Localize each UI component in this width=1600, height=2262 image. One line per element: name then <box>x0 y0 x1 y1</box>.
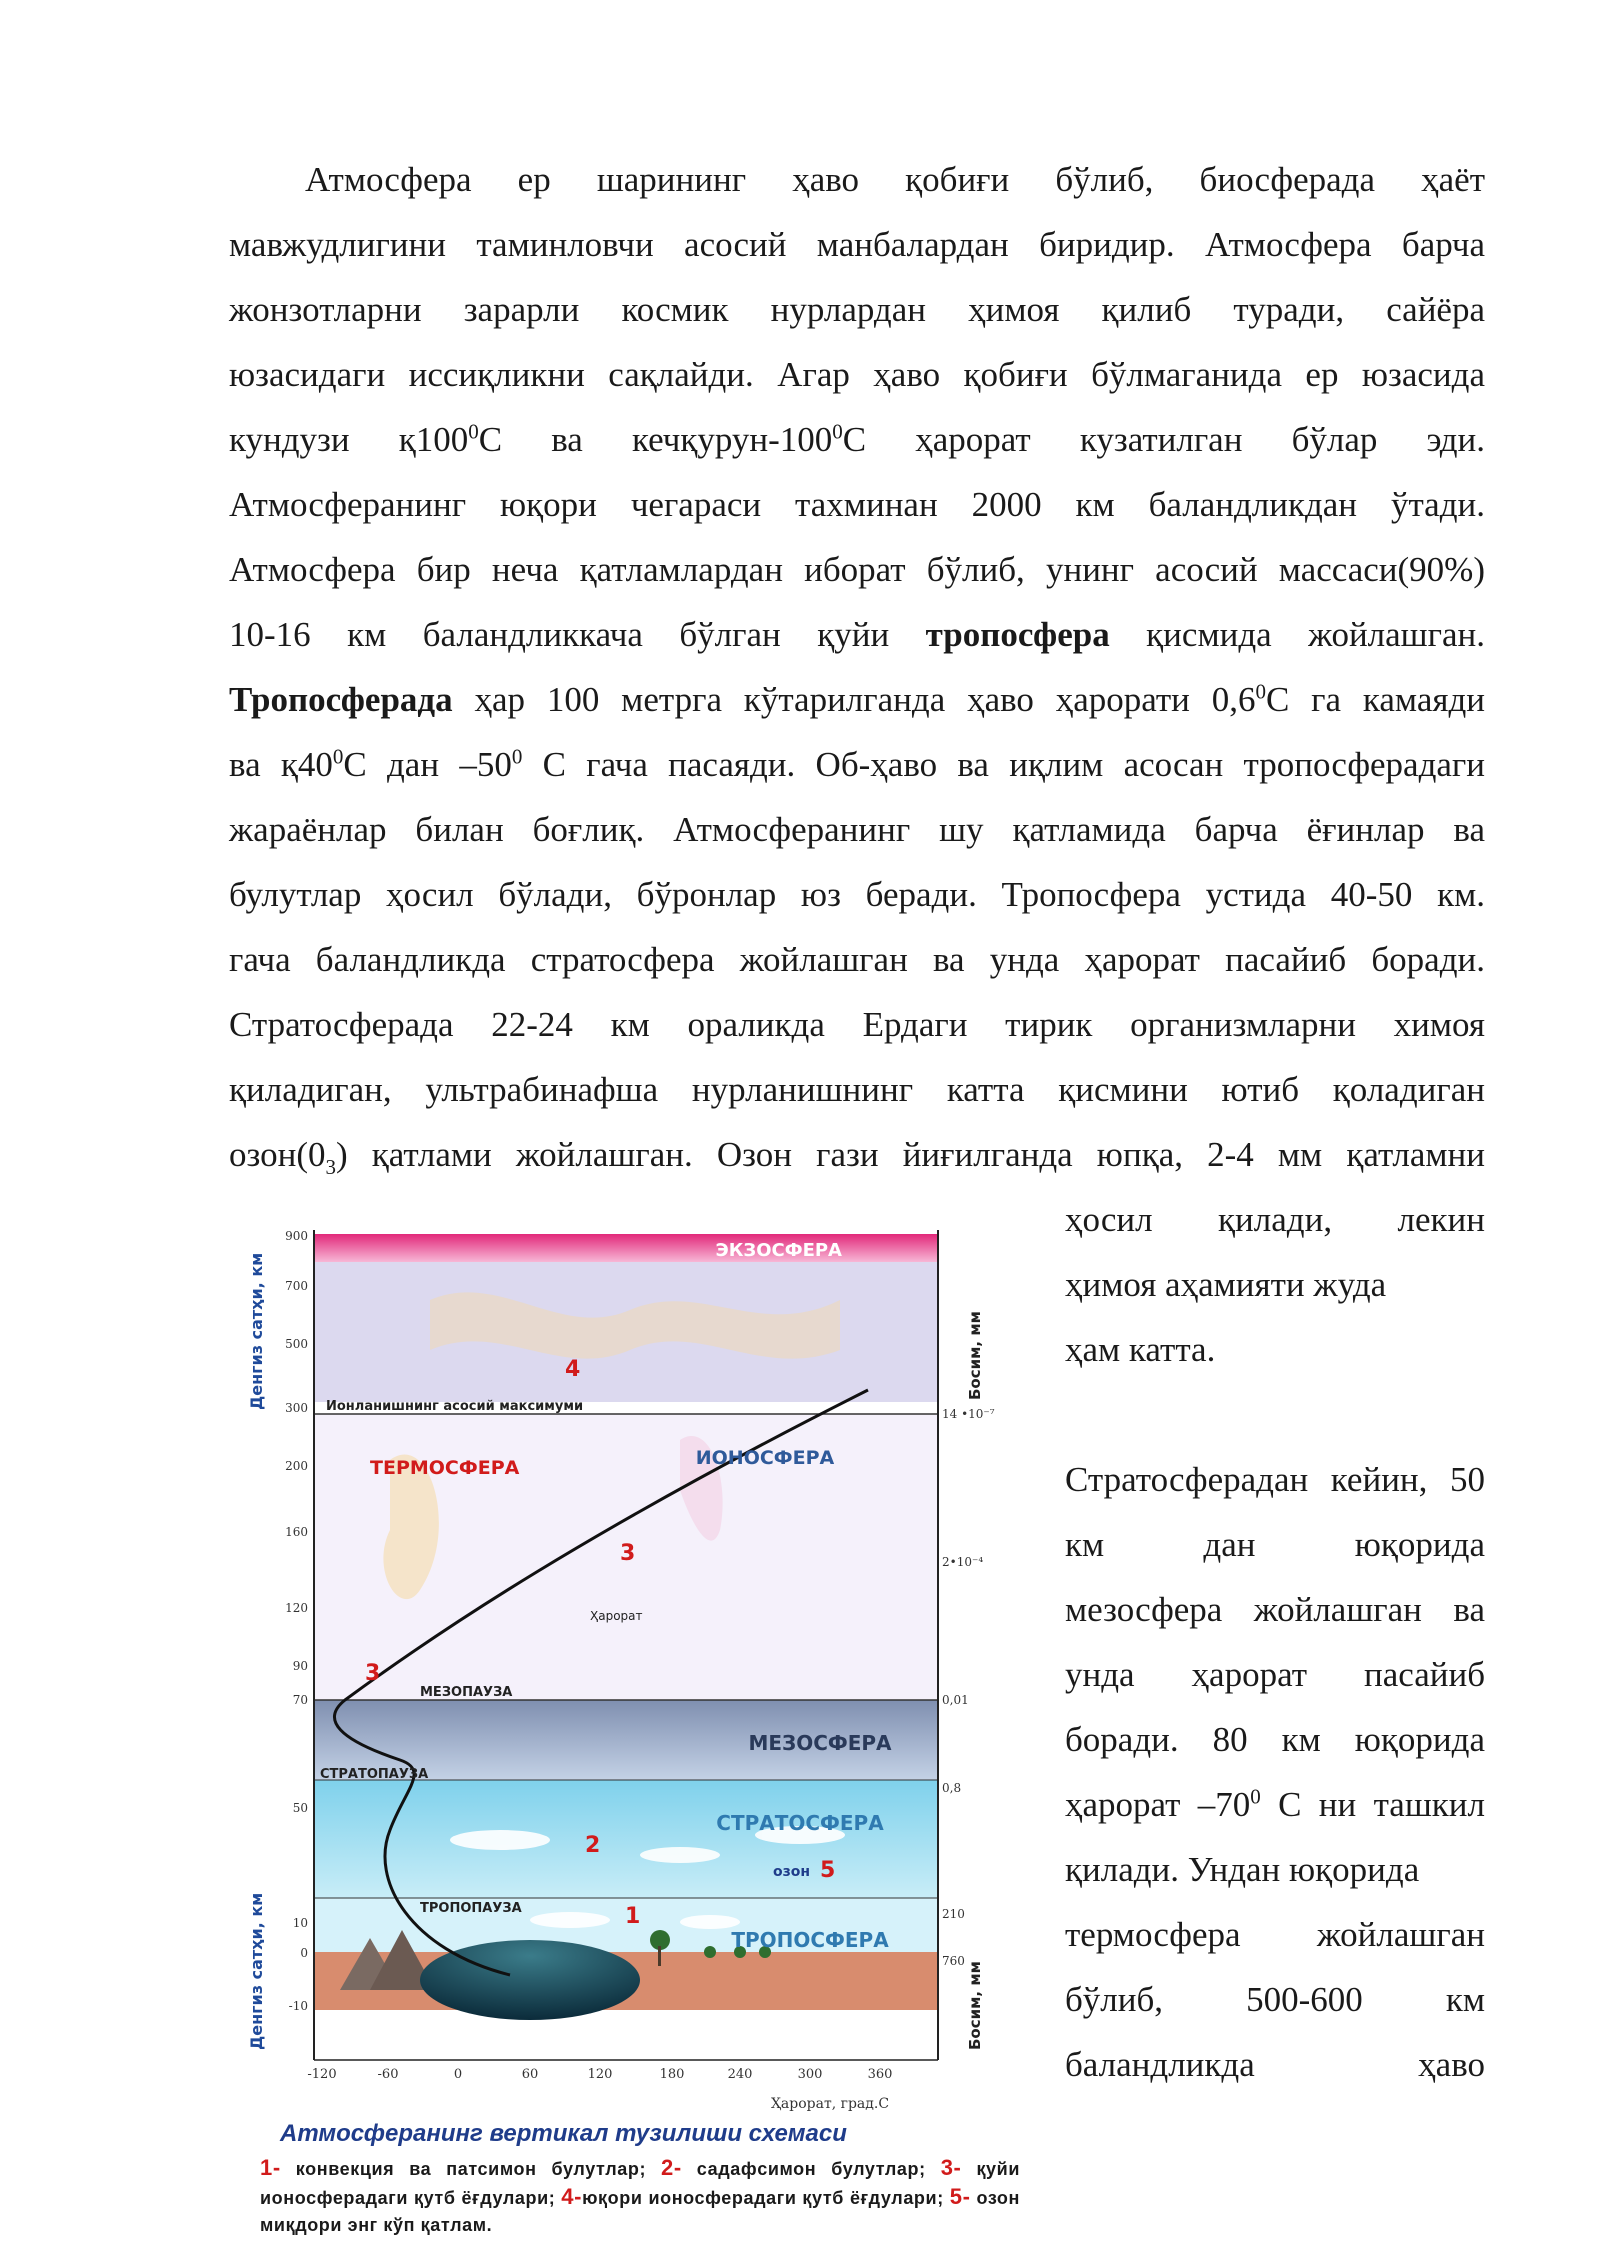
tick-label: 180 <box>659 2067 685 2082</box>
text-line: Тропосферада ҳар 100 метрга кўтарилганда ҳаво ҳарорати $0,6^0С$ га камаяди <box>229 679 1485 719</box>
text-line: кундузи $қ100^0С$ ва кечқурун-$100^0С$ ҳарорат кузатилган бўлар эди. <box>229 419 1486 459</box>
tick-label: 0 <box>300 1946 308 1960</box>
caption-text: 1- конвекция ва патсимон булутлар; 2- садафсимон булутлар; 3- қуйи ионосферадаги қутб ёғдулари; 4-юқори ионосферадаги қутб ёғдулари; 5- озон миқдори энг кўп қатлам. <box>260 2155 1021 2235</box>
text-line: $озон(0_3)$ қатлами жойлашган. Озон гази йиғилганда юпқа, 2-4 мм қатламни <box>229 1135 1485 1179</box>
number-2: 2 <box>585 1833 601 1858</box>
tick-label: 10 <box>292 1916 308 1930</box>
tick-label: 500 <box>285 1337 308 1351</box>
text-line: Стратосферадан кейин, 50 <box>1065 1460 1485 1499</box>
number-3: 3 <box>365 1661 381 1686</box>
stratopause-label: СТРАТОПАУЗА <box>320 1767 429 1782</box>
number-4: 4 <box>565 1357 581 1382</box>
atmosphere-diagram <box>240 1230 1020 2120</box>
text-line: унда ҳарорат пасайиб <box>1065 1655 1485 1694</box>
exosphere-label: ЭКЗОСФЕРА <box>715 1240 842 1261</box>
tick-label: 14 •10⁻⁷ <box>942 1407 995 1421</box>
troposphere-label: ТРОПОСФЕРА <box>731 1928 889 1952</box>
text-line: Атмосфера бир неча қатламлардан иборат бўлиб, унинг асосий массаси(90%) <box>229 550 1485 589</box>
main-paragraph <box>229 147 1485 1187</box>
text-line: қилади. Ундан юқорида <box>1065 1850 1420 1889</box>
text-line: 10-16 км баландликкача бўлган қуйи тропосфера қисмида жойлашган. <box>229 615 1485 654</box>
tick-label: 120 <box>285 1601 308 1615</box>
tick-label: -60 <box>377 2067 399 2082</box>
text-line: Стратосферада 22-24 км ораликда Ердаги тирик организмларни химоя <box>229 1005 1485 1044</box>
temperature-curve-label: Ҳарорат <box>590 1609 643 1623</box>
exosphere-band <box>314 1234 938 1262</box>
text-line: жонзотларни зарарли космик нурлардан ҳимоя қилиб туради, сайёра <box>229 290 1485 329</box>
thermosphere-label: ТЕРМОСФЕРА <box>370 1457 520 1479</box>
stratosphere-band <box>314 1780 938 1898</box>
pressure-ticks <box>942 1407 995 1968</box>
side-text-bottom <box>1065 1447 1485 2097</box>
text-line: км дан юқорида <box>1065 1525 1485 1564</box>
tick-label: 120 <box>587 2067 613 2082</box>
tick-label: 210 <box>942 1907 965 1921</box>
text-line: ҳимоя аҳамияти жуда <box>1065 1265 1387 1304</box>
under-band <box>314 2010 938 2060</box>
figure-caption <box>260 2120 1020 2239</box>
left-axis-label-bottom: Денгиз сатҳи, км <box>247 1892 266 2050</box>
caption-title: Атмосферанинг вертикал тузилиши схемаси <box>280 2120 847 2147</box>
number-3: 3 <box>620 1541 636 1566</box>
temperature-axis-label: Ҳарорат, град.С <box>770 2096 890 2112</box>
mesopause-label: МЕЗОПАУЗА <box>420 1685 513 1700</box>
text-line: ҳосил қилади, лекин <box>1065 1200 1485 1239</box>
number-1: 1 <box>625 1904 641 1929</box>
tick-label: 90 <box>292 1659 308 1673</box>
text-line: гача баландликда стратосфера жойлашган ва унда ҳарорат пасайиб боради. <box>229 940 1485 979</box>
text-line: Атмосфера ер шарининг ҳаво қобиғи бўлиб, биосферада ҳаёт <box>305 160 1485 199</box>
number-5: 5 <box>820 1858 836 1883</box>
text-line: ҳам катта. <box>1065 1330 1216 1369</box>
text-line: термосфера жойлашган <box>1065 1915 1485 1954</box>
text-line: боради. 80 км юқорида <box>1065 1720 1485 1759</box>
text-line: Атмосферанинг юқори чегараси тахминан 2000 км баландликдан ўтади. <box>229 485 1485 524</box>
ion-max-label: Ионланишнинг асосий максимуми <box>326 1399 584 1414</box>
tick-label: 900 <box>285 1230 308 1243</box>
text-line: мезосфера жойлашган ва <box>1065 1590 1485 1629</box>
altitude-ticks <box>285 1230 308 2013</box>
stratosphere-label: СТРАТОСФЕРА <box>716 1811 884 1835</box>
text-line: ҳарорат $-70^0$ С ни ташкил <box>1065 1784 1485 1824</box>
temperature-ticks <box>307 2067 892 2082</box>
tick-label: 0,01 <box>942 1693 969 1707</box>
tick-label: 60 <box>521 2067 539 2082</box>
tick-label: 760 <box>942 1954 965 1968</box>
text-line: ва $қ40^0С$ дан $-50^0$ С гача пасаяди. Об-ҳаво ва иқлим асосан тропосферадаги <box>229 744 1485 784</box>
tick-label: 0,8 <box>942 1781 962 1795</box>
tropopause-label: ТРОПОПАУЗА <box>420 1901 522 1916</box>
right-axis-label-top: Босим, мм <box>966 1311 984 1400</box>
tick-label: 240 <box>727 2067 753 2082</box>
tick-label: 2•10⁻⁴ <box>942 1555 984 1569</box>
text-line: бўлиб, 500-600 км <box>1065 1980 1485 2019</box>
left-axis-label-top: Денгиз сатҳи, км <box>247 1252 266 1410</box>
text-line: юзасидаги иссиқликни сақлайди. Агар ҳаво қобиғи бўлмаганида ер юзасида <box>229 355 1485 394</box>
text-line: баландликда ҳаво <box>1065 2045 1485 2084</box>
text-line: булутлар ҳосил бўлади, бўронлар юз беради. Тропосфера устида 40-50 км. <box>229 875 1485 914</box>
tick-label: 160 <box>285 1525 308 1539</box>
mesosphere-label: МЕЗОСФЕРА <box>748 1731 892 1755</box>
tick-label: -10 <box>288 1999 308 2013</box>
tick-label: 70 <box>292 1693 308 1707</box>
tick-label: 300 <box>285 1401 308 1415</box>
ionosphere-label: ИОНОСФЕРА <box>695 1447 835 1469</box>
right-axis-label-bottom: Босим, мм <box>966 1961 984 2050</box>
tick-label: 700 <box>285 1279 308 1293</box>
tick-label: 300 <box>797 2067 823 2082</box>
tick-label: 360 <box>867 2067 893 2082</box>
tick-label: 50 <box>292 1801 308 1815</box>
text-line: жараёнлар билан боғлиқ. Атмосферанинг шу қатламида барча ёғинлар ва <box>229 810 1485 849</box>
text-line: мавжудлигини таминловчи асосий манбалардан биридир. Атмосфера барча <box>229 225 1485 264</box>
tick-label: 0 <box>453 2067 463 2082</box>
text-line: қиладиган, ультрабинафша нурланишнинг катта қисмини ютиб қоладиган <box>229 1070 1485 1109</box>
ozone-label: озон <box>772 1864 810 1880</box>
tick-label: 200 <box>285 1459 308 1473</box>
side-text-top <box>1065 1187 1485 1382</box>
tick-label: -120 <box>307 2067 337 2082</box>
